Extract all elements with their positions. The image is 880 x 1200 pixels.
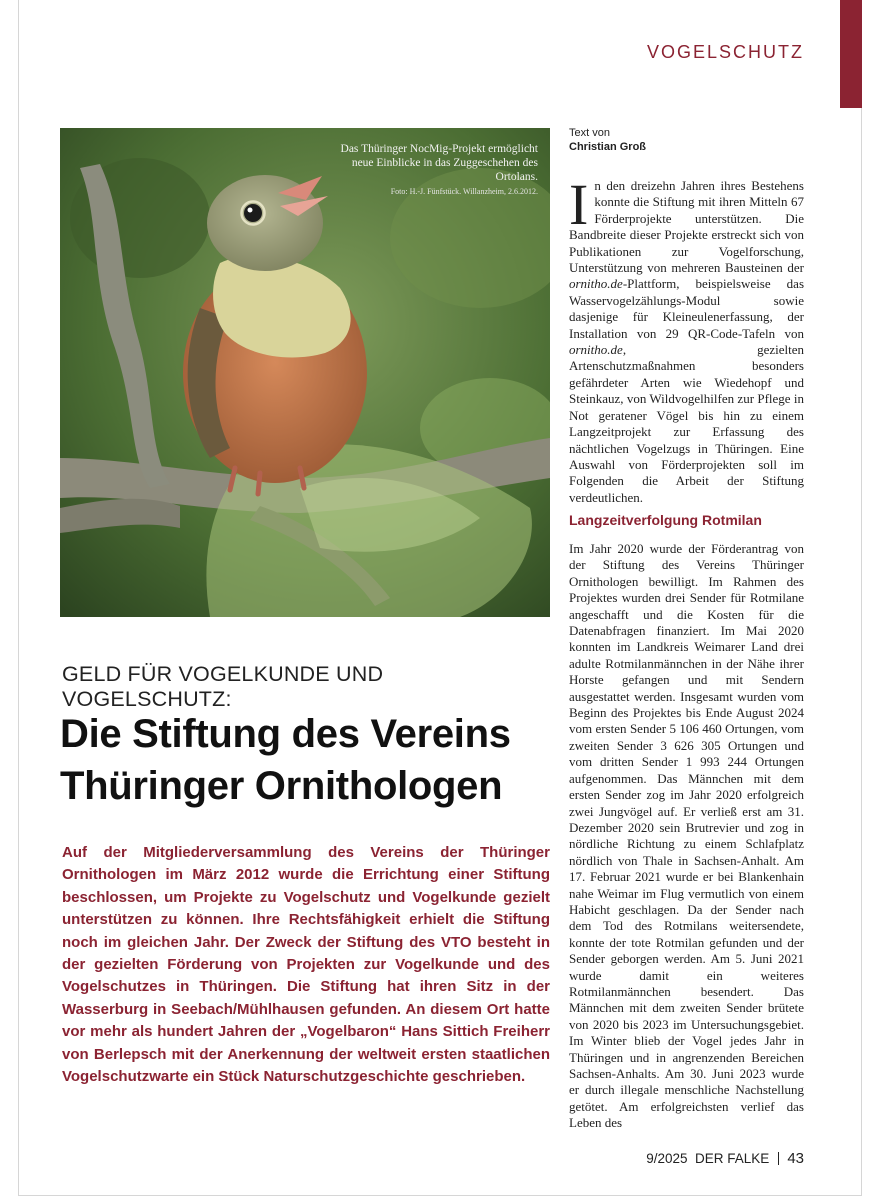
byline [569, 126, 804, 154]
issue-number: 9/2025 [646, 1151, 688, 1166]
ortolan-illustration [60, 128, 550, 617]
intro-text-3: , gezielten Artenschutzmaßnahmen besonders gefährdeter Arten wie Wiedehopf und Steinkauz, von Wildvogelhilfen zur Pflege in Not geratener Vögel bis hin zu einem Langzeitprojekt zur Erfassung des nächtlichen Vogelzugs in Thüringen. Eine Auswahl von Förderprojekten soll im Folgenden die Arbeit der Stiftung verdeutlichen. [569, 342, 804, 505]
section-label: VOGELSCHUTZ [646, 42, 804, 62]
intro-text-2: -Plattform, beispielsweise das Wasservogelzählungs-Modul sowie dasjenige für Kleineulenerfassung, der Installation von 29 QR-Code-Tafeln von [569, 276, 804, 341]
ornitho-link-2: ornitho.de [569, 342, 623, 358]
article-headline [60, 708, 560, 812]
headline-line-2: Thüringer Ornithologen [60, 764, 503, 808]
intro-paragraph [569, 172, 804, 506]
byline-prefix: Text von [569, 127, 610, 139]
intro-text-1: n den dreizehn Jahren ihres Bestehens konnte die Stiftung mit ihren Mitteln 67 Förderprojekte unterstützen. Die Bandbreite dieser Projekte erstreckt sich von Publikationen zur Vogelforschung, Unterstützung von mehreren Bausteinen der [569, 178, 804, 276]
section-tab [840, 0, 862, 108]
headline-line-1: Die Stiftung des Vereins [60, 712, 511, 756]
lead-paragraph: Auf der Mitgliederversammlung des Vereins der Thüringer Ornithologen im März 2012 wurde die Errichtung einer Stiftung beschlossen, um Projekte zu Vogelschutz und Vogelkunde gezielt unterstützen zu können. Ihre Rechtsfähigkeit erhielt die Stiftung noch im gleichen Jahr. Der Zweck der Stiftung des VTO besteht in der gezielten Förderung von Projekten zur Vogelkunde und des Vogelschutzes in Thüringen. Die Stiftung hat ihren Sitz in der Wasserburg in Seebach/Mühlhausen gefunden. An diesem Ort hatte vor mehr als hundert Jahren der „Vogelbaron“ Hans Sittich Freiherr von Berlepsch mit der Anerkennung der weltweit ersten staatlichen Vogelschutzwarte ein Stück Naturschutzgeschichte geschrieben. [62, 844, 550, 1086]
article-kicker: GELD FÜR VOGELKUNDE UND VOGELSCHUTZ: [62, 662, 384, 711]
magazine-name: DER FALKE [695, 1151, 770, 1166]
page-number: 43 [787, 1150, 804, 1167]
drop-cap: I [569, 172, 589, 237]
ornitho-link-1: ornitho.de [569, 276, 623, 292]
page-footer [600, 1150, 804, 1167]
caption-text: Das Thüringer NocMig-Projekt ermöglicht neue Einblicke in das Zuggeschehen des Ortolans. [340, 143, 538, 183]
photo-credit: Foto: H.-J. Fünfstück. Willanzheim, 2.6.2012. [390, 187, 538, 196]
subheading: Langzeitverfolgung Rotmilan [569, 512, 762, 528]
byline-author: Christian Groß [569, 141, 647, 153]
footer-separator [778, 1152, 779, 1165]
photo-caption [338, 142, 538, 199]
ortolan-photo [60, 128, 550, 617]
body-paragraph: Im Jahr 2020 wurde der Förderantrag von der Stiftung des Vereins Thüringer Ornithologen bewilligt. Im Rahmen des Projektes wurden drei Sender für Rotmilane angeschafft und die Kosten für die Datenabfragen finanziert. Im Mai 2020 konnten im Landkreis Weimarer Land drei adulte Rotmilanmännchen in der Nähe ihrer Horste gefangen und mit Sendern ausgestattet werden. Insgesamt wurden vom Beginn des Projektes bis Ende August 2024 vom ersten Sender 5 106 460 Ortungen, vom zweiten Sender 3 626 305 Ortungen und vom dritten Sender 1 993 244 Ortungen aufgenommen. Das Männchen mit dem ersten Sender zog im Jahr 2020 erfolgreich zwei Jungvögel auf. Er verließ erst am 31. Dezember 2020 sein Brutrevier und zog in nördliche Richtung zu einem Schlafplatz nördlich von Thale in Sachsen-Anhalt. Am 17. Februar 2021 wurde er bei Blankenhain nahe Weimar im Flug vermutlich von einem Habicht geschlagen. Da der Sender nach dem Tod des Rotmilans weitersendete, konnte der tote Rotmilan gefunden und der Sender geborgen werden. Am 5. Juni 2021 wurde damit ein weiteres Rotmilanmännchen besendert. Das Männchen mit dem zweiten Sender brütete von 2020 bis 2023 im Untersuchungsgebiet. Im Winter blieb der Vogel jedes Jahr in Thüringen und in angrenzenden Bereichen Sachsen-Anhalts. Am 30. Juni 2023 wurde er durch illegale menschliche Nachstellung getötet. Am erfolgreichsten verlief das Leben des [569, 541, 804, 1131]
